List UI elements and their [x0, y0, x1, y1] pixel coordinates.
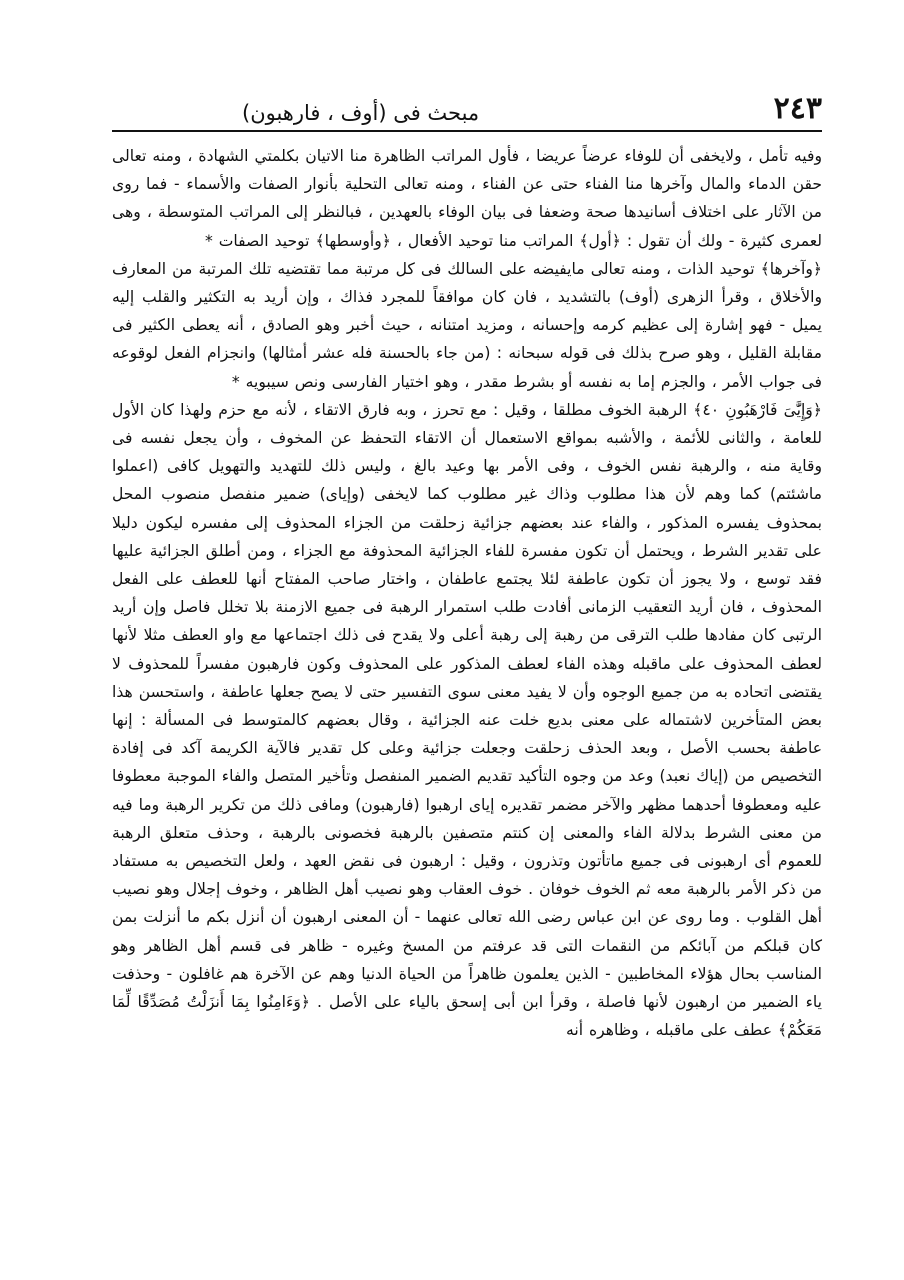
paragraph-3: ﴿وَإِيَّٰىَ فَارْهَبُونِ ٤٠﴾ الرهبة الخوف مطلقا ، وقيل : مع تحرز ، وبه فارق الاتقاء ، لأنه مع حزم ولهذا كان الأول للعامة ، والثانى للأئمة ، والأشبه بمواقع الاستعمال أن الاتقاء التحفظ عن المخوف ، وأن يجعل نفسه فى وقاية منه ، والرهبة نفس الخوف ، وفى الأمر بها وعيد بالغ ، وليس ذلك للتهديد والتهويل كافى (اعملوا ماشئتم) كما وهم لأن هذا مطلوب وذاك غير مطلوب كما لايخفى (وإياى) ضمير منفصل منصوب المحل بمحذوف يفسره المذكور ، والفاء عند بعضهم جزائية زحلقت من الجزاء المحذوف إلى مفسره ليكون دليلا على تقدير الشرط ، ويحتمل أن تكون مفسرة للفاء الجزائية المحذوفة مع الجزاء ، ومن أطلق الجزائية عليها فقد توسع ، ولا يجوز أن تكون عاطفة لئلا يجتمع عاطفان ، واختار صاحب المفتاح أنها للعطف على الفعل المحذوف ، فان أريد التعقيب الزمانى أفادت طلب استمرار الرهبة فى جميع الازمنة بلا تخلل فاصل وإن أريد الرتبى كان مفادها طلب الترقى من رهبة إلى رهبة أعلى ولا يقدح فى ذلك اجتماعها مع واو العطف مثلا لأنها لعطف المحذوف على ماقبله وهذه الفاء لعطف المذكور على المحذوف وكون فارهبون مفسراً للمحذوف لا يقتضى اتحاده به من جميع الوجوه وأن لا يفيد معنى سوى التفسير حتى لا يصح جعلها عاطفة ، واستحسن هذا بعض المتأخرين لاشتماله على معنى بديع خلت عنه الجزائية ، وقال بعضهم كالمتوسط فى المسألة : إنها عاطفة بحسب الأصل ، وبعد الحذف زحلقت وجعلت جزائية وعلى كل تقدير فالآية الكريمة آكد فى إفادة التخصيص من (إياك نعبد) وعد من وجوه التأكيد تقديم الضمير المنفصل وتأخير المتصل والفاء الموجبة معطوفا عليه ومعطوفا أحدهما مظهر والآخر مضمر تقديره إياى ارهبوا (فارهبون) ومافى ذلك من تكرير الرهبة وما فيه من معنى الشرط بدلالة الفاء والمعنى إن كنتم متصفين بالرهبة فخصونى بالرهبة ، وحذف متعلق الرهبة للعموم أى ارهبونى فى جميع ماتأتون وتذرون ، وقيل : ارهبون فى نقض العهد ، ولعل التخصيص به مستفاد من ذكر الأمر بالرهبة معه ثم الخوف خوفان . خوف العقاب وهو نصيب أهل الظاهر ، وخوف إجلال وهو نصيب أهل القلوب . وما روى عن ابن عباس رضى الله تعالى عنهما - أن المعنى ارهبون أن أنزل بكم ما أنزلت بمن كان قبلكم من آبائكم من النقمات التى قد عرفتم من المسخ وغيره - ظاهر فى قسم أهل الظاهر وهو المناسب بحال هؤلاء المخاطبين - الذين يعلمون ظاهراً من الحياة الدنيا وهم عن الآخرة هم غافلون - وحذفت ياء الضمير من ارهبون لأنها فاصلة ، وقرأ ابن أبى إسحق بالياء على الأصل . ﴿وَءَامِنُوا بِمَا أَنزَلْتُ مُصَدِّقًا لِّمَا مَعَكُمْ﴾ عطف على ماقبله ، وظاهره أنه [112, 400, 822, 1040]
page-header [102, 84, 822, 124]
paragraph-1: وفيه تأمل ، ولايخفى أن للوفاء عرضاً عريضا ، فأول المراتب الظاهرة منا الاتيان بكلمتي الشهادة ، ومنه تعالى حقن الدماء والمال وآخرها منا الفناء حتى عن الفناء ، ومنه تعالى التحلية بأنوار الصفات والأسماء - فما روى من الآثار على اختلاف أسانيدها صحة وضعفا فى بيان الوفاء بالعهدين ، فبالنظر إلى المراتب المتوسطة ، وهى لعمرى كثيرة - ولك أن تقول : ﴿أول﴾ المراتب منا توحيد الأفعال ، ﴿وأوسطها﴾ توحيد الصفات * [112, 147, 822, 250]
header-rule [112, 130, 822, 132]
running-title: مبحث فى (أوف ، فارهبون) [242, 101, 480, 125]
page-number: ٢٤٣ [773, 91, 822, 126]
body-text [112, 142, 822, 1045]
paragraph-2: ﴿وآخرها﴾ توحيد الذات ، ومنه تعالى مايفيضه على السالك فى كل مرتبة مما تقتضيه تلك المرتبة من المعارف والأخلاق ، وقرأ الزهرى (أوف) بالتشديد ، فان كان موافقاً للمجرد فذاك ، وإن أريد به التكثير والقلب إليه يميل - فهو إشارة إلى عظيم كرمه وإحسانه ، ومزيد امتنانه ، حيث أخبر وهو الصادق ، أنه يعطى الكثير فى مقابلة القليل ، وهو صرح بذلك فى قوله سبحانه : (من جاء بالحسنة فله عشر أمثالها) وانجزام الفعل لوقوعه فى جواب الأمر ، والجزم إما به نفسه أو بشرط مقدر ، وهو اختيار الفارسى ونص سيبويه * [112, 259, 822, 391]
